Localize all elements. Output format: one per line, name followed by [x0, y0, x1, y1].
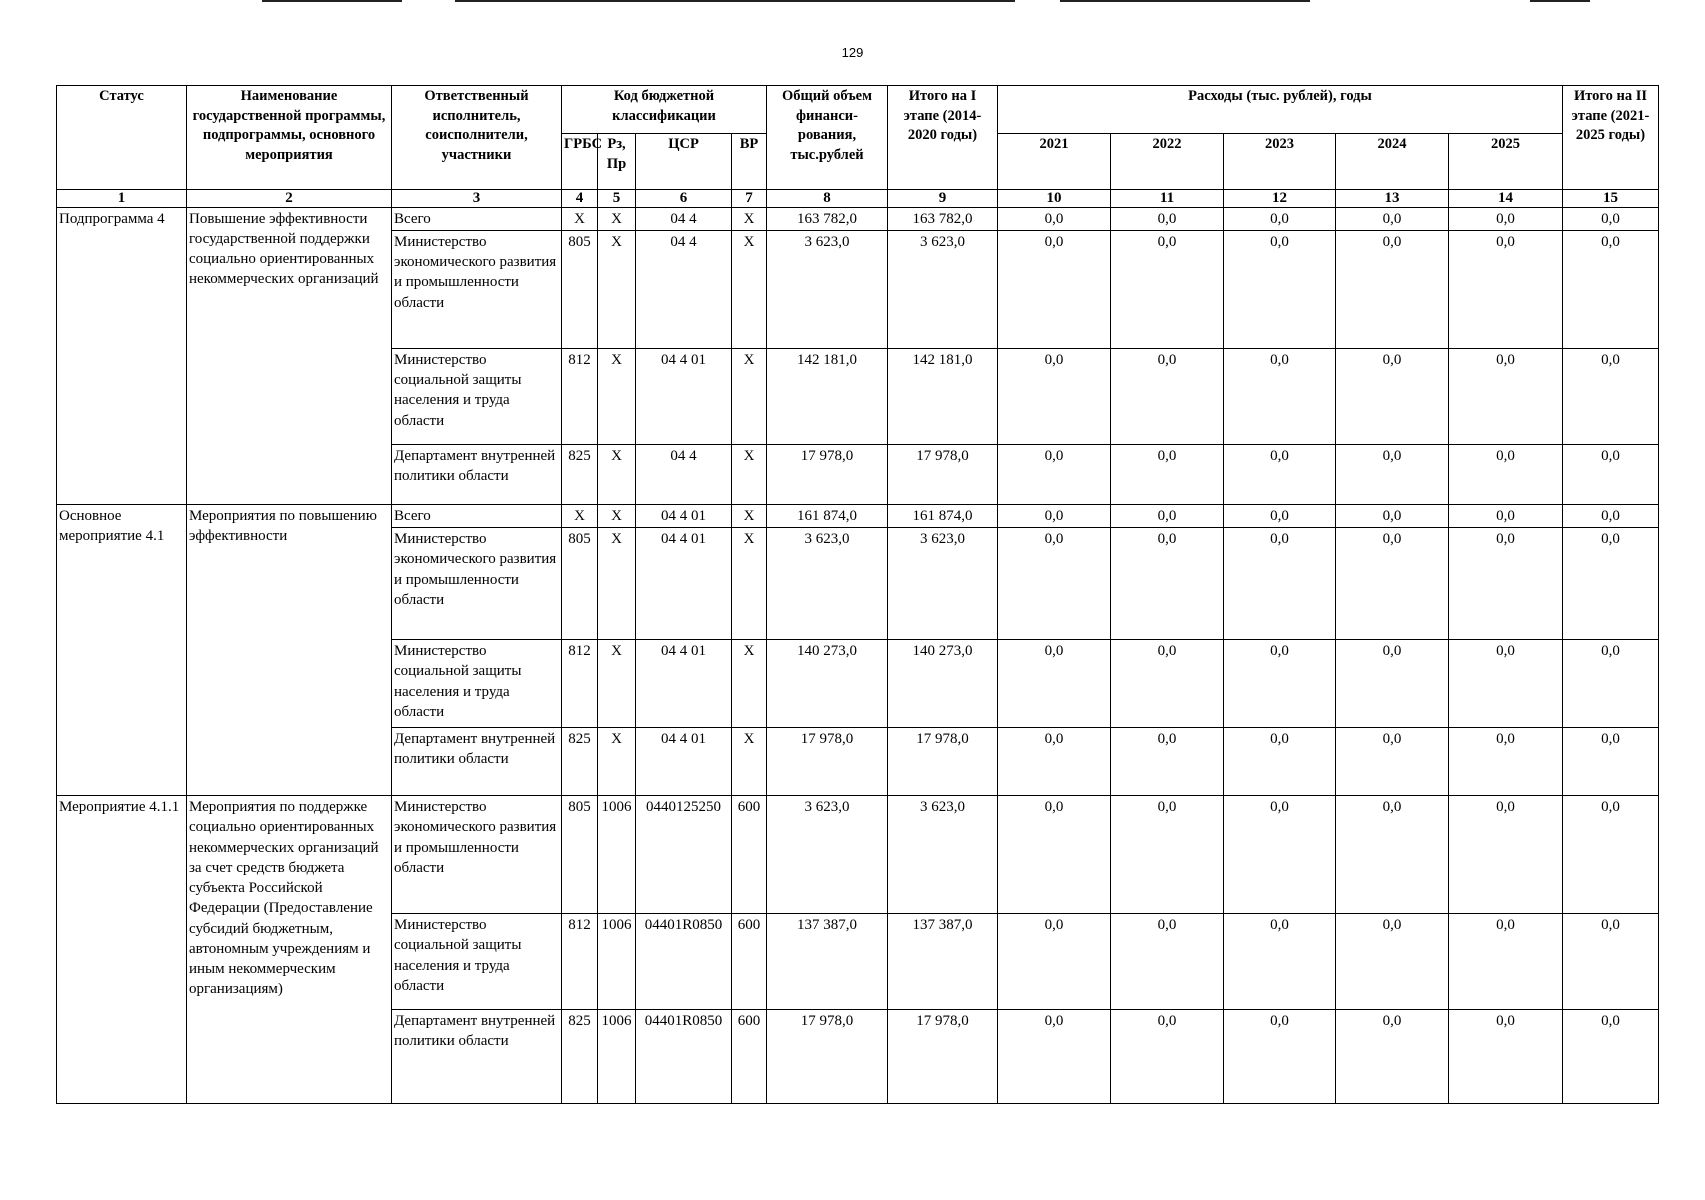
cell-2022: 0,0	[1111, 348, 1224, 444]
cell-grbs: 825	[562, 444, 598, 504]
scan-edge-mark	[1060, 0, 1310, 2]
cell-vr: Х	[732, 207, 767, 230]
cell-stage2: 0,0	[1563, 728, 1659, 796]
header-budget-code: Код бюджетной классификации	[562, 86, 767, 134]
cell-2024: 0,0	[1336, 348, 1449, 444]
cell-total: 17 978,0	[767, 728, 888, 796]
cell-2021: 0,0	[998, 230, 1111, 348]
cell-2024: 0,0	[1336, 444, 1449, 504]
cell-grbs: 805	[562, 796, 598, 914]
header-name: Наименование государственной программы, подпрограммы, основного мероприятия	[187, 86, 392, 190]
page-number: 129	[841, 45, 864, 60]
cell-2021: 0,0	[998, 504, 1111, 527]
cell-rzpr: Х	[598, 230, 636, 348]
cell-stage1: 161 874,0	[888, 504, 998, 527]
row-executor: Министерство экономического развития и промышленности области	[392, 796, 562, 914]
cell-grbs: 805	[562, 528, 598, 640]
cell-vr: Х	[732, 528, 767, 640]
cell-2023: 0,0	[1224, 914, 1336, 1010]
scan-edge-mark	[455, 0, 1015, 2]
cell-rzpr: Х	[598, 728, 636, 796]
row-executor: Министерство социальной защиты населения и труда области	[392, 348, 562, 444]
cell-2024: 0,0	[1336, 728, 1449, 796]
cell-2025: 0,0	[1449, 914, 1563, 1010]
cell-2024: 0,0	[1336, 640, 1449, 728]
cell-grbs: Х	[562, 207, 598, 230]
cell-2021: 0,0	[998, 796, 1111, 914]
cell-2022: 0,0	[1111, 640, 1224, 728]
cell-stage2: 0,0	[1563, 230, 1659, 348]
column-number: 11	[1111, 190, 1224, 208]
cell-total: 137 387,0	[767, 914, 888, 1010]
row-status: Мероприятие 4.1.1	[57, 796, 187, 1104]
table-header	[57, 86, 1659, 208]
cell-stage1: 3 623,0	[888, 230, 998, 348]
row-executor: Всего	[392, 207, 562, 230]
cell-2023: 0,0	[1224, 1010, 1336, 1104]
header-grbs: ГРБС	[562, 134, 598, 190]
cell-2025: 0,0	[1449, 528, 1563, 640]
cell-rzpr: Х	[598, 444, 636, 504]
row-executor: Всего	[392, 504, 562, 527]
column-number: 14	[1449, 190, 1563, 208]
cell-vr: 600	[732, 914, 767, 1010]
cell-stage2: 0,0	[1563, 444, 1659, 504]
cell-2022: 0,0	[1111, 444, 1224, 504]
cell-2025: 0,0	[1449, 640, 1563, 728]
cell-stage1: 3 623,0	[888, 528, 998, 640]
cell-rzpr: 1006	[598, 1010, 636, 1104]
cell-2024: 0,0	[1336, 207, 1449, 230]
cell-2024: 0,0	[1336, 528, 1449, 640]
cell-grbs: 812	[562, 914, 598, 1010]
cell-2025: 0,0	[1449, 348, 1563, 444]
row-executor: Департамент внутренней политики области	[392, 728, 562, 796]
cell-grbs: 825	[562, 1010, 598, 1104]
cell-stage1: 137 387,0	[888, 914, 998, 1010]
header-expenses: Расходы (тыс. рублей), годы	[998, 86, 1563, 134]
cell-csr: 04 4 01	[636, 728, 732, 796]
cell-2024: 0,0	[1336, 796, 1449, 914]
scan-edge-mark	[262, 0, 402, 2]
cell-2024: 0,0	[1336, 230, 1449, 348]
header-year: 2021	[998, 134, 1111, 190]
cell-2023: 0,0	[1224, 230, 1336, 348]
cell-total: 17 978,0	[767, 444, 888, 504]
cell-vr: Х	[732, 230, 767, 348]
cell-2023: 0,0	[1224, 504, 1336, 527]
cell-rzpr: Х	[598, 528, 636, 640]
header-stage2: Итого на II этапе (2021-2025 годы)	[1563, 86, 1659, 190]
cell-stage2: 0,0	[1563, 528, 1659, 640]
row-executor: Департамент внутренней политики области	[392, 444, 562, 504]
cell-2023: 0,0	[1224, 728, 1336, 796]
cell-2022: 0,0	[1111, 528, 1224, 640]
column-number: 13	[1336, 190, 1449, 208]
cell-stage1: 3 623,0	[888, 796, 998, 914]
table-row	[57, 504, 1659, 527]
cell-2025: 0,0	[1449, 230, 1563, 348]
header-csr: ЦСР	[636, 134, 732, 190]
column-number: 15	[1563, 190, 1659, 208]
cell-rzpr: 1006	[598, 914, 636, 1010]
cell-stage1: 140 273,0	[888, 640, 998, 728]
row-executor: Министерство социальной защиты населения и труда области	[392, 914, 562, 1010]
cell-vr: Х	[732, 640, 767, 728]
header-rzpr: Рз, Пр	[598, 134, 636, 190]
row-executor: Министерство социальной защиты населения и труда области	[392, 640, 562, 728]
cell-2021: 0,0	[998, 528, 1111, 640]
cell-2025: 0,0	[1449, 1010, 1563, 1104]
scan-edge-mark	[1530, 0, 1590, 2]
column-number: 10	[998, 190, 1111, 208]
cell-2024: 0,0	[1336, 914, 1449, 1010]
cell-rzpr: Х	[598, 207, 636, 230]
cell-2022: 0,0	[1111, 914, 1224, 1010]
row-status: Подпрограмма 4	[57, 207, 187, 504]
cell-stage2: 0,0	[1563, 348, 1659, 444]
cell-grbs: Х	[562, 504, 598, 527]
cell-2024: 0,0	[1336, 1010, 1449, 1104]
cell-grbs: 812	[562, 640, 598, 728]
cell-rzpr: Х	[598, 504, 636, 527]
cell-stage1: 142 181,0	[888, 348, 998, 444]
column-number: 12	[1224, 190, 1336, 208]
row-executor: Министерство экономического развития и промышленности области	[392, 230, 562, 348]
cell-total: 161 874,0	[767, 504, 888, 527]
column-number: 6	[636, 190, 732, 208]
cell-stage2: 0,0	[1563, 504, 1659, 527]
cell-2021: 0,0	[998, 728, 1111, 796]
cell-csr: 04 4	[636, 207, 732, 230]
cell-stage1: 17 978,0	[888, 728, 998, 796]
row-name: Мероприятия по поддержке социально ориентированных некоммерческих организаций за счет средств бюджета субъекта Российской Федерации (Предоставление субсидий бюджетным, автономным учреждениям и иным некоммерческим организациям)	[187, 796, 392, 1104]
cell-2021: 0,0	[998, 207, 1111, 230]
header-year: 2022	[1111, 134, 1224, 190]
cell-stage1: 17 978,0	[888, 444, 998, 504]
row-name: Мероприятия по повышению эффективности	[187, 504, 392, 795]
header-status: Статус	[57, 86, 187, 190]
cell-2023: 0,0	[1224, 207, 1336, 230]
cell-2023: 0,0	[1224, 348, 1336, 444]
cell-csr: 04 4 01	[636, 528, 732, 640]
cell-2022: 0,0	[1111, 207, 1224, 230]
column-number: 9	[888, 190, 998, 208]
cell-total: 17 978,0	[767, 1010, 888, 1104]
cell-total: 3 623,0	[767, 230, 888, 348]
cell-stage2: 0,0	[1563, 1010, 1659, 1104]
table-body	[57, 207, 1659, 1104]
cell-total: 163 782,0	[767, 207, 888, 230]
cell-rzpr: Х	[598, 348, 636, 444]
header-stage1: Итого на I этапе (2014-2020 годы)	[888, 86, 998, 190]
cell-2021: 0,0	[998, 914, 1111, 1010]
cell-2021: 0,0	[998, 348, 1111, 444]
cell-csr: 04401R0850	[636, 914, 732, 1010]
cell-total: 142 181,0	[767, 348, 888, 444]
cell-csr: 0440125250	[636, 796, 732, 914]
cell-2023: 0,0	[1224, 528, 1336, 640]
cell-total: 3 623,0	[767, 796, 888, 914]
cell-2023: 0,0	[1224, 640, 1336, 728]
cell-vr: Х	[732, 348, 767, 444]
column-number: 4	[562, 190, 598, 208]
row-name: Повышение эффективности государственной поддержки социально ориентированных некоммерческих организаций	[187, 207, 392, 504]
cell-2025: 0,0	[1449, 444, 1563, 504]
cell-vr: 600	[732, 1010, 767, 1104]
cell-2024: 0,0	[1336, 504, 1449, 527]
header-total: Общий объем финанси-рования, тыс.рублей	[767, 86, 888, 190]
cell-stage2: 0,0	[1563, 207, 1659, 230]
cell-vr: 600	[732, 796, 767, 914]
column-number: 8	[767, 190, 888, 208]
cell-2023: 0,0	[1224, 796, 1336, 914]
cell-2021: 0,0	[998, 1010, 1111, 1104]
cell-csr: 04 4 01	[636, 348, 732, 444]
cell-grbs: 812	[562, 348, 598, 444]
cell-2025: 0,0	[1449, 207, 1563, 230]
header-executor: Ответственный исполнитель, соисполнители, участники	[392, 86, 562, 190]
cell-csr: 04401R0850	[636, 1010, 732, 1104]
header-year: 2025	[1449, 134, 1563, 190]
table-row	[57, 207, 1659, 230]
cell-vr: Х	[732, 444, 767, 504]
cell-stage1: 17 978,0	[888, 1010, 998, 1104]
cell-stage2: 0,0	[1563, 796, 1659, 914]
cell-total: 3 623,0	[767, 528, 888, 640]
row-executor: Департамент внутренней политики области	[392, 1010, 562, 1104]
header-vr: ВР	[732, 134, 767, 190]
column-number: 2	[187, 190, 392, 208]
cell-rzpr: 1006	[598, 796, 636, 914]
cell-csr: 04 4	[636, 444, 732, 504]
cell-total: 140 273,0	[767, 640, 888, 728]
cell-vr: Х	[732, 504, 767, 527]
cell-2025: 0,0	[1449, 796, 1563, 914]
cell-2022: 0,0	[1111, 728, 1224, 796]
column-number: 1	[57, 190, 187, 208]
header-year: 2024	[1336, 134, 1449, 190]
column-number: 7	[732, 190, 767, 208]
budget-table	[56, 85, 1659, 1104]
cell-csr: 04 4 01	[636, 504, 732, 527]
table-row	[57, 796, 1659, 914]
column-number-row	[57, 190, 1659, 208]
cell-2022: 0,0	[1111, 504, 1224, 527]
row-executor: Министерство экономического развития и промышленности области	[392, 528, 562, 640]
cell-stage2: 0,0	[1563, 914, 1659, 1010]
column-number: 3	[392, 190, 562, 208]
cell-2022: 0,0	[1111, 230, 1224, 348]
cell-grbs: 805	[562, 230, 598, 348]
cell-2023: 0,0	[1224, 444, 1336, 504]
row-status: Основное мероприятие 4.1	[57, 504, 187, 795]
cell-2025: 0,0	[1449, 504, 1563, 527]
cell-2022: 0,0	[1111, 1010, 1224, 1104]
cell-stage1: 163 782,0	[888, 207, 998, 230]
cell-2021: 0,0	[998, 444, 1111, 504]
column-number: 5	[598, 190, 636, 208]
cell-grbs: 825	[562, 728, 598, 796]
header-year: 2023	[1224, 134, 1336, 190]
cell-stage2: 0,0	[1563, 640, 1659, 728]
cell-2025: 0,0	[1449, 728, 1563, 796]
cell-csr: 04 4	[636, 230, 732, 348]
cell-2021: 0,0	[998, 640, 1111, 728]
cell-vr: Х	[732, 728, 767, 796]
cell-rzpr: Х	[598, 640, 636, 728]
cell-csr: 04 4 01	[636, 640, 732, 728]
cell-2022: 0,0	[1111, 796, 1224, 914]
